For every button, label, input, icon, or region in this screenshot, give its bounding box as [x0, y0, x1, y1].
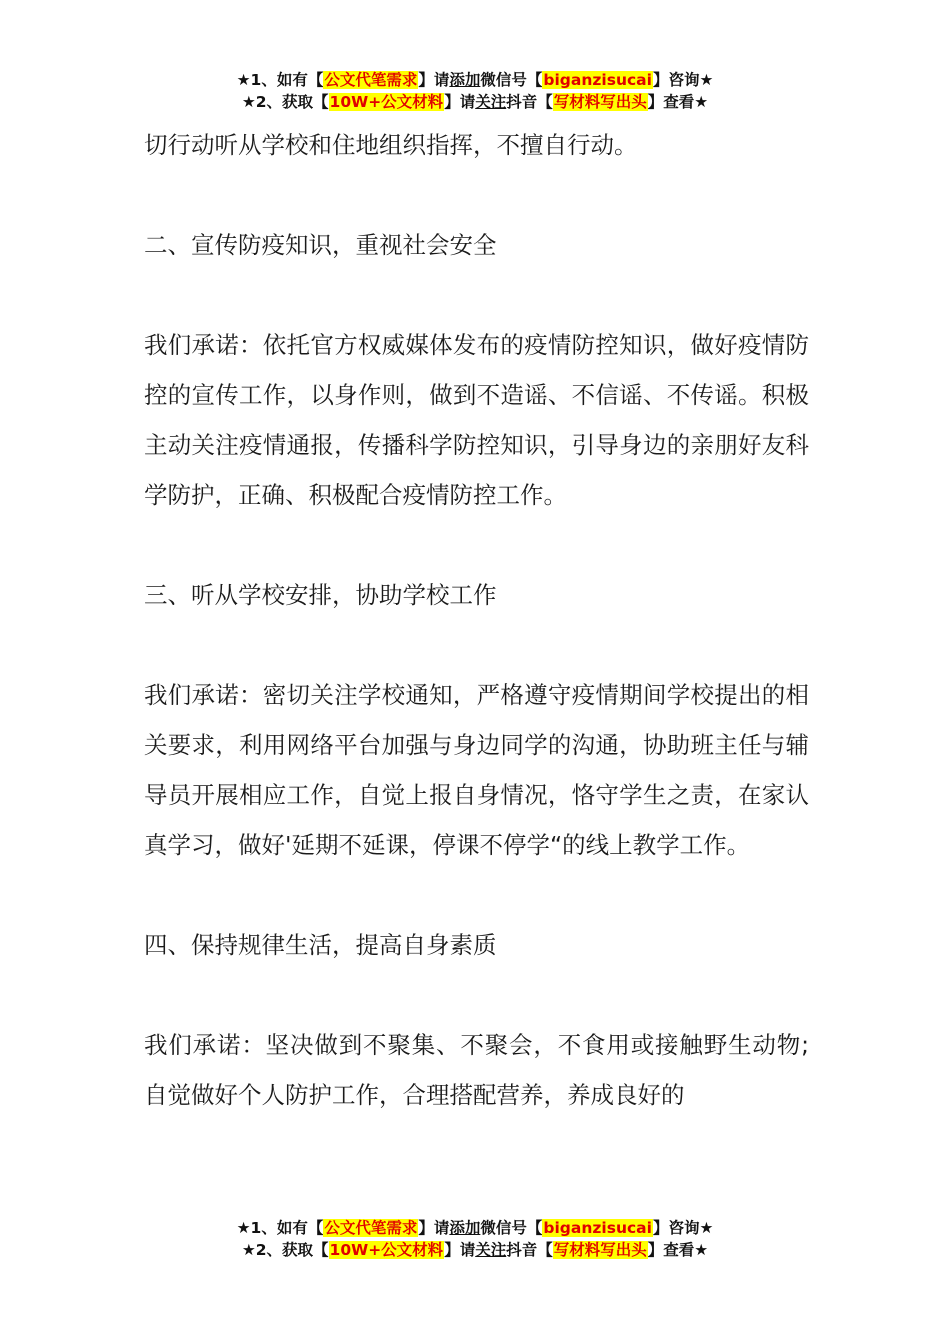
promo-text: 1、如有【	[250, 71, 324, 89]
promo-text: 】咨询	[652, 1219, 700, 1237]
promo-underlined: 添加	[449, 71, 481, 89]
promo-line-2	[0, 91, 950, 113]
promo-text: 微信号【	[480, 1219, 543, 1237]
promo-line-2	[0, 1239, 950, 1261]
promo-text: 】请	[418, 71, 450, 89]
promo-text: 2、获取【	[255, 1241, 329, 1259]
promo-underlined: 添加	[449, 1219, 481, 1237]
paragraph-gap	[144, 970, 809, 1020]
promo-highlight: 10W+公文材料	[329, 93, 444, 111]
paragraph-gap	[144, 870, 809, 920]
promo-highlight-wechat-id: biganzisucai	[543, 71, 652, 89]
promo-text: 】查看	[647, 93, 695, 111]
section-paragraph-4-fragment: 我们承诺：坚决做到不聚集、不聚会，不食用或接触野生动物;自觉做好个人防护工作，合理搭配营养，养成良好的	[144, 1031, 809, 1109]
paragraph-gap	[144, 270, 809, 320]
promo-text: 抖音【	[506, 1241, 553, 1259]
star-icon: ★	[699, 1219, 714, 1237]
promo-text: 】查看	[647, 1241, 695, 1259]
paragraph-gap	[144, 620, 809, 670]
promo-text: 微信号【	[480, 71, 543, 89]
document-body	[144, 120, 809, 1120]
paragraph-gap	[144, 170, 809, 220]
star-icon: ★	[699, 71, 714, 89]
promo-highlight: 公文代笔需求	[324, 1219, 418, 1237]
star-icon: ★	[241, 1241, 256, 1259]
section-heading-4: 四、保持规律生活，提高自身素质	[144, 931, 497, 959]
promo-highlight: 公文代笔需求	[324, 71, 418, 89]
section-heading-3: 三、听从学校安排，协助学校工作	[144, 581, 497, 609]
star-icon: ★	[241, 93, 256, 111]
section-heading-2: 二、宣传防疫知识，重视社会安全	[144, 231, 497, 259]
section-paragraph-2: 我们承诺：依托官方权威媒体发布的疫情防控知识，做好疫情防控的宣传工作，以身作则，做到不造谣、不信谣、不传谣。积极主动关注疫情通报，传播科学防控知识，引导身边的亲朋好友科学防护，正确、积极配合疫情防控工作。	[144, 331, 809, 509]
star-icon: ★	[694, 93, 709, 111]
promo-line-1	[0, 69, 950, 91]
promo-text: 】请	[444, 1241, 476, 1259]
star-icon: ★	[236, 71, 251, 89]
promo-text: 2、获取【	[255, 93, 329, 111]
promo-highlight-wechat-id: biganzisucai	[543, 1219, 652, 1237]
promo-text: 】请	[444, 93, 476, 111]
paragraph-fragment-top: 切行动听从学校和住地组织指挥，不擅自行动。	[144, 131, 638, 159]
promo-highlight-douyin: 写材料写出头	[553, 1241, 647, 1259]
promo-highlight: 10W+公文材料	[329, 1241, 444, 1259]
star-icon: ★	[694, 1241, 709, 1259]
promo-underlined: 关注	[475, 1241, 507, 1259]
promo-text: 1、如有【	[250, 1219, 324, 1237]
promo-line-1	[0, 1217, 950, 1239]
section-paragraph-3: 我们承诺：密切关注学校通知，严格遵守疫情期间学校提出的相关要求，利用网络平台加强与身边同学的沟通，协助班主任与辅导员开展相应工作，自觉上报自身情况，恪守学生之责，在家认真学习，做好'延期不延课，停课不停学“的线上教学工作。	[144, 681, 809, 859]
paragraph-gap	[144, 520, 809, 570]
bottom-promo-banner	[0, 1217, 950, 1261]
promo-text: 】请	[418, 1219, 450, 1237]
promo-text: 抖音【	[506, 93, 553, 111]
promo-highlight-douyin: 写材料写出头	[553, 93, 647, 111]
promo-text: 】咨询	[652, 71, 700, 89]
top-promo-banner	[0, 69, 950, 113]
star-icon: ★	[236, 1219, 251, 1237]
promo-underlined: 关注	[475, 93, 507, 111]
